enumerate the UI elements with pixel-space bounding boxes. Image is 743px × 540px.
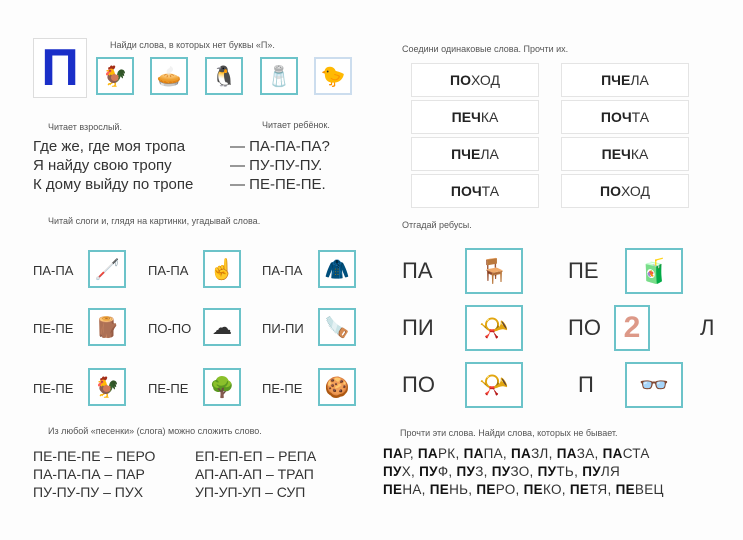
song-line: ПУ-ПУ-ПУ – ПУХ <box>33 484 144 500</box>
syllable-label: ПА-ПА <box>33 263 74 278</box>
word-rest: ЗЛ, <box>531 446 557 461</box>
rebus-syllable: ПИ <box>402 315 434 340</box>
syllable-label: ПЕ-ПЕ <box>148 381 189 396</box>
rebus-suffix: Л <box>700 315 715 340</box>
glasses-icon: 👓 <box>625 362 683 408</box>
word-bold-part: ПА <box>602 446 623 461</box>
word-bold-part: ПА <box>417 446 438 461</box>
word-rest: ТА <box>631 109 650 125</box>
word-bold-part: ПЕ <box>476 482 496 497</box>
word-bold-part: ПУ <box>537 464 557 479</box>
word-rest: Р, <box>403 446 418 461</box>
finger-icon: ☝ <box>203 250 241 288</box>
rebus-syllable: ПО <box>568 315 601 340</box>
word-bold-part: ПОЧ <box>450 183 482 199</box>
syllable-label: ПЕ-ПЕ <box>33 321 74 336</box>
word-rest: ЛА <box>630 72 649 88</box>
word-rest: ЗО, <box>510 464 538 479</box>
word-rest: СТА <box>622 446 650 461</box>
word-bold-part: ПА <box>383 446 404 461</box>
task-find-words: Найди слова, в которых нет буквы «П». <box>110 40 275 50</box>
word-bold-part: ПЕЧ <box>451 109 481 125</box>
song-line: ПА-ПА-ПА – ПАР <box>33 466 145 482</box>
word-bold-part: ПУ <box>456 464 476 479</box>
word-rest: РК, <box>437 446 464 461</box>
poem-reply: — ПУ-ПУ-ПУ. <box>230 157 323 174</box>
song-line: УП-УП-УП – СУП <box>195 484 306 500</box>
word-card[interactable] <box>561 100 689 134</box>
syllable-label: ПА-ПА <box>262 263 303 278</box>
word-rest: Ф, <box>437 464 457 479</box>
rebus-syllable: ПА <box>402 258 433 283</box>
word-bold-part: ПА <box>556 446 577 461</box>
penguin-icon: 🐧 <box>205 57 243 95</box>
song-line: АП-АП-АП – ТРАП <box>195 466 314 482</box>
word-rest: НА, <box>402 482 430 497</box>
poem-reply: — ПЕ-ПЕ-ПЕ. <box>230 176 326 193</box>
number-two-icon: 2 <box>614 305 650 351</box>
rebus-syllable: ПО <box>402 372 435 397</box>
word-card[interactable] <box>561 174 689 208</box>
word-rest: ЗА, <box>576 446 603 461</box>
syllable-label: ПЕ-ПЕ <box>262 381 303 396</box>
song-line: ПЕ-ПЕ-ПЕ – ПЕРО <box>33 448 156 464</box>
word-card[interactable] <box>411 137 539 171</box>
word-line <box>383 446 650 461</box>
task-songs: Из любой «песенки» (слога) можно сложить слово. <box>48 426 262 436</box>
poem-reply: — ПА-ПА-ПА? <box>230 138 330 155</box>
task-rebus: Отгадай ребусы. <box>402 220 472 230</box>
rebus-syllable: П <box>578 372 594 397</box>
word-rest: РО, <box>495 482 524 497</box>
word-bold-part: ПА <box>511 446 532 461</box>
word-card[interactable] <box>411 174 539 208</box>
syllable-label: ПО-ПО <box>148 321 192 336</box>
rooster-icon: 🐓 <box>88 368 126 406</box>
pillow-icon: ☁ <box>203 308 241 346</box>
task-syllables: Читай слоги и, глядя на картинки, угадывай слова. <box>48 216 261 226</box>
firewood-icon: 🪵 <box>88 308 126 346</box>
word-bold-part: ПЕ <box>383 482 403 497</box>
syllable-label: ПЕ-ПЕ <box>33 381 74 396</box>
word-bold-part: ПЕ <box>615 482 635 497</box>
word-bold-part: ПУ <box>491 464 511 479</box>
word-rest: ЛА <box>480 146 499 162</box>
task-match-words: Соедини одинаковые слова. Прочти их. <box>402 44 569 54</box>
salt-shaker-icon: 🧂 <box>260 57 298 95</box>
word-card[interactable] <box>411 100 539 134</box>
horn-icon: 📯 <box>465 362 523 408</box>
pie-icon: 🥧 <box>150 57 188 95</box>
word-bold-part: ПУ <box>582 464 601 479</box>
rebus-syllable: ПЕ <box>568 258 599 283</box>
word-card[interactable] <box>561 137 689 171</box>
word-rest: ПА, <box>483 446 512 461</box>
poem-line: К дому выйду по тропе <box>33 176 194 193</box>
word-rest: З, <box>475 464 492 479</box>
letter-p: П <box>41 39 79 97</box>
poem-line: Я найду свою тропу <box>33 157 172 174</box>
word-rest: ТЯ, <box>589 482 616 497</box>
word-rest: КА <box>630 146 649 162</box>
cookie-icon: 🍪 <box>318 368 356 406</box>
chick-icon: 🐤 <box>314 57 352 95</box>
word-rest: ХОД <box>621 183 650 199</box>
rooster-icon: 🐓 <box>96 57 134 95</box>
word-rest: ЛЯ <box>600 464 621 479</box>
word-bold-part: ПЕ <box>523 482 543 497</box>
word-rest: ХОД <box>471 72 500 88</box>
word-bold-part: ПУ <box>419 464 438 479</box>
word-bold-part: ПОЧ <box>600 109 632 125</box>
word-bold-part: ПЕ <box>569 482 590 497</box>
adult-reads-label: Читает взрослый. <box>48 122 122 132</box>
word-bold-part: ПЕ <box>429 482 450 497</box>
word-bold-part: ПО <box>450 72 471 88</box>
word-rest: Х, <box>401 464 420 479</box>
word-bold-part: ПЧЕ <box>451 146 481 162</box>
chair-icon: 🪑 <box>465 248 523 294</box>
word-bold-part: ПЕЧ <box>601 146 631 162</box>
word-line <box>383 482 664 497</box>
task-read-words: Прочти эти слова. Найди слова, которых не бывает. <box>400 428 618 438</box>
stump-icon: 🌳 <box>203 368 241 406</box>
word-rest: НЬ, <box>449 482 477 497</box>
word-line <box>383 464 620 479</box>
saw-icon: 🪚 <box>318 308 356 346</box>
word-card[interactable] <box>411 63 539 97</box>
word-bold-part: ПУ <box>383 464 402 479</box>
child-reads-label: Читает ребёнок. <box>262 120 330 130</box>
syllable-label: ПИ-ПИ <box>262 321 304 336</box>
syllable-label: ПА-ПА <box>148 263 189 278</box>
coat-icon: 🧥 <box>318 250 356 288</box>
juice-box-icon: 🧃 <box>625 248 683 294</box>
word-rest: КО, <box>542 482 570 497</box>
stick-icon: 🦯 <box>88 250 126 288</box>
word-rest: ТА <box>481 183 500 199</box>
word-bold-part: ПО <box>600 183 621 199</box>
word-rest: ТЬ, <box>556 464 583 479</box>
word-bold-part: ПА <box>463 446 484 461</box>
word-rest: КА <box>480 109 499 125</box>
letter-card <box>33 38 87 98</box>
word-bold-part: ПЧЕ <box>601 72 631 88</box>
poem-line: Где же, где моя тропа <box>33 138 186 155</box>
horn-icon: 📯 <box>465 305 523 351</box>
word-rest: ВЕЦ <box>634 482 664 497</box>
song-line: ЕП-ЕП-ЕП – РЕПА <box>195 448 317 464</box>
word-card[interactable] <box>561 63 689 97</box>
